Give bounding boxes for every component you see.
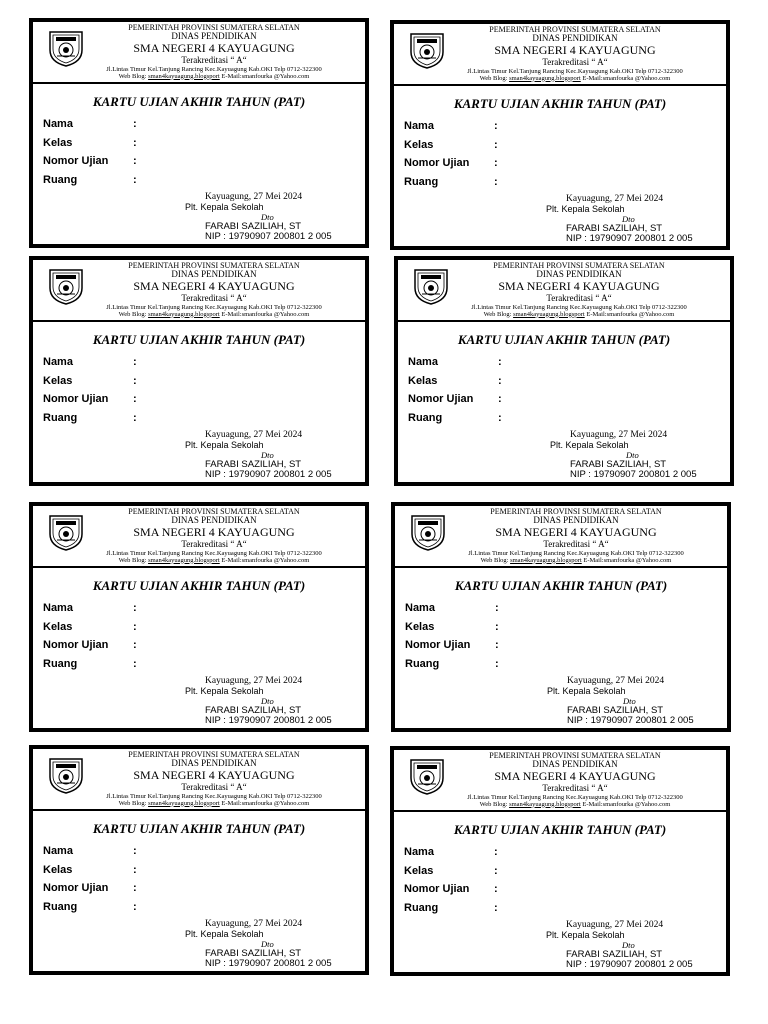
- field-label: Nama: [404, 846, 434, 858]
- signature-position: Plt. Kepala Sekolah: [185, 440, 264, 450]
- card-title: KARTU UJIAN AKHIR TAHUN (PAT): [92, 821, 306, 836]
- field-label: Kelas: [43, 620, 73, 633]
- field-colon: :: [133, 882, 137, 894]
- field-colon: :: [498, 374, 502, 387]
- signature-block: [545, 676, 735, 726]
- blog-label: Web Blog:: [480, 556, 511, 564]
- header-province: PEMERINTAH PROVINSI SUMATERA SELATAN: [489, 751, 661, 760]
- field-colon: :: [494, 864, 498, 877]
- card-header: [394, 24, 726, 86]
- field-label: Nama: [43, 118, 73, 130]
- email-text: E-Mail:smanfourka @Yahoo.com: [219, 72, 310, 80]
- field-colon: :: [133, 639, 137, 651]
- blog-label: Web Blog:: [118, 799, 149, 807]
- field-colon: :: [494, 883, 498, 895]
- field-colon: :: [495, 639, 499, 651]
- field-colon: :: [133, 411, 137, 424]
- signature-nip: NIP : 19790907 200801 2 005: [205, 231, 332, 242]
- signature-nip: NIP : 19790907 200801 2 005: [566, 233, 693, 244]
- header-address: Jl.Lintas Timur Kel.Tanjung Rancing Kec.Kayuagung Kab.OKI Telp 0712-322300: [106, 793, 322, 800]
- field-label: Kelas: [404, 138, 434, 151]
- card-header: [33, 22, 365, 84]
- field-label: Nama: [408, 356, 438, 368]
- blog-link[interactable]: sman4kayuagung.blogsport: [513, 310, 585, 318]
- header-school-name: SMA NEGERI 4 KAYUAGUNG: [498, 279, 660, 293]
- header-school-name: SMA NEGERI 4 KAYUAGUNG: [133, 525, 295, 539]
- exam-card: [29, 745, 369, 975]
- signature-position: Plt. Kepala Sekolah: [550, 440, 629, 450]
- card-header: [395, 506, 727, 568]
- header-accreditation: Terakreditasi “ A“: [181, 293, 247, 303]
- header-school-name: SMA NEGERI 4 KAYUAGUNG: [133, 768, 295, 782]
- field-label: Nomor Ujian: [405, 639, 471, 651]
- field-colon: :: [133, 863, 137, 876]
- field-label: Ruang: [408, 411, 443, 424]
- blog-label: Web Blog:: [479, 800, 510, 808]
- header-department: DINAS PENDIDIKAN: [171, 515, 257, 525]
- card-title: KARTU UJIAN AKHIR TAHUN (PAT): [457, 332, 671, 347]
- header-address: Jl.Lintas Timur Kel.Tanjung Rancing Kec.Kayuagung Kab.OKI Telp 0712-322300: [468, 550, 684, 557]
- header-province: PEMERINTAH PROVINSI SUMATERA SELATAN: [490, 507, 662, 516]
- signature-dto: Dto: [623, 696, 636, 706]
- card-title: KARTU UJIAN AKHIR TAHUN (PAT): [92, 578, 306, 593]
- field-colon: :: [133, 173, 137, 186]
- blog-label: Web Blog:: [118, 310, 149, 318]
- field-label: Nama: [405, 602, 435, 614]
- exam-card: [29, 502, 369, 732]
- card-header: [394, 750, 726, 812]
- field-label: Nomor Ujian: [43, 393, 109, 405]
- card-header: [33, 260, 365, 322]
- header-accreditation: Terakreditasi “ A“: [543, 539, 609, 549]
- signature-dto: Dto: [261, 696, 274, 706]
- field-colon: :: [133, 900, 137, 913]
- signature-place-date: Kayuagung, 27 Mei 2024: [205, 919, 303, 929]
- blog-link[interactable]: sman4kayuagung.blogsport: [148, 72, 220, 80]
- card-title: KARTU UJIAN AKHIR TAHUN (PAT): [454, 578, 668, 593]
- field-colon: :: [495, 620, 499, 633]
- blog-label: Web Blog:: [118, 72, 149, 80]
- exam-card: [391, 502, 731, 732]
- card-title: KARTU UJIAN AKHIR TAHUN (PAT): [92, 94, 306, 109]
- field-colon: :: [494, 901, 498, 914]
- exam-card: [390, 20, 730, 250]
- signature-name: FARABI SAZILIAH, ST: [566, 223, 663, 234]
- field-label: Ruang: [405, 657, 440, 670]
- header-department: DINAS PENDIDIKAN: [171, 269, 257, 279]
- field-label: Nama: [404, 120, 434, 132]
- signature-name: FARABI SAZILIAH, ST: [205, 459, 302, 470]
- field-label: Ruang: [404, 901, 439, 914]
- header-school-name: SMA NEGERI 4 KAYUAGUNG: [133, 41, 295, 55]
- field-colon: :: [494, 120, 498, 132]
- email-text: E-Mail:smanfourka @Yahoo.com: [219, 556, 310, 564]
- signature-nip: NIP : 19790907 200801 2 005: [566, 959, 693, 970]
- signature-nip: NIP : 19790907 200801 2 005: [567, 715, 694, 726]
- blog-link[interactable]: sman4kayuagung.blogsport: [510, 556, 582, 564]
- blog-link[interactable]: sman4kayuagung.blogsport: [509, 74, 581, 82]
- signature-position: Plt. Kepala Sekolah: [185, 202, 264, 212]
- blog-label: Web Blog:: [118, 556, 149, 564]
- signature-block: [183, 430, 373, 480]
- signature-position: Plt. Kepala Sekolah: [546, 930, 625, 940]
- signature-position: Plt. Kepala Sekolah: [546, 204, 625, 214]
- email-text: E-Mail:smanfourka @Yahoo.com: [584, 310, 675, 318]
- header-accreditation: Terakreditasi “ A“: [542, 57, 608, 67]
- field-colon: :: [133, 118, 137, 130]
- signature-name: FARABI SAZILIAH, ST: [570, 459, 667, 470]
- signature-name: FARABI SAZILIAH, ST: [567, 705, 664, 716]
- card-header: [33, 749, 365, 811]
- header-address: Jl.Lintas Timur Kel.Tanjung Rancing Kec.Kayuagung Kab.OKI Telp 0712-322300: [106, 550, 322, 557]
- signature-position: Plt. Kepala Sekolah: [185, 929, 264, 939]
- blog-link[interactable]: sman4kayuagung.blogsport: [509, 800, 581, 808]
- header-contact: [63, 74, 365, 81]
- email-text: E-Mail:smanfourka @Yahoo.com: [581, 556, 672, 564]
- signature-block: [548, 430, 738, 480]
- header-school-name: SMA NEGERI 4 KAYUAGUNG: [495, 525, 657, 539]
- field-label: Kelas: [404, 864, 434, 877]
- field-colon: :: [495, 602, 499, 614]
- field-label: Nomor Ujian: [408, 393, 474, 405]
- field-colon: :: [495, 657, 499, 670]
- header-province: PEMERINTAH PROVINSI SUMATERA SELATAN: [493, 261, 665, 270]
- email-text: E-Mail:smanfourka @Yahoo.com: [219, 799, 310, 807]
- field-colon: :: [133, 374, 137, 387]
- signature-place-date: Kayuagung, 27 Mei 2024: [567, 676, 665, 686]
- header-contact: [424, 802, 726, 809]
- field-label: Nomor Ujian: [43, 882, 109, 894]
- header-department: DINAS PENDIDIKAN: [532, 33, 618, 43]
- signature-nip: NIP : 19790907 200801 2 005: [205, 469, 332, 480]
- signature-nip: NIP : 19790907 200801 2 005: [205, 958, 332, 969]
- blog-link[interactable]: sman4kayuagung.blogsport: [148, 310, 220, 318]
- card-title: KARTU UJIAN AKHIR TAHUN (PAT): [453, 96, 667, 111]
- field-label: Nomor Ujian: [404, 157, 470, 169]
- signature-block: [544, 194, 734, 244]
- header-accreditation: Terakreditasi “ A“: [542, 783, 608, 793]
- header-contact: [63, 801, 365, 808]
- signature-name: FARABI SAZILIAH, ST: [205, 705, 302, 716]
- signature-dto: Dto: [261, 212, 274, 222]
- signature-position: Plt. Kepala Sekolah: [547, 686, 626, 696]
- header-department: DINAS PENDIDIKAN: [171, 31, 257, 41]
- header-address: Jl.Lintas Timur Kel.Tanjung Rancing Kec.Kayuagung Kab.OKI Telp 0712-322300: [471, 304, 687, 311]
- signature-block: [183, 192, 373, 242]
- signature-nip: NIP : 19790907 200801 2 005: [205, 715, 332, 726]
- field-label: Ruang: [43, 411, 78, 424]
- field-colon: :: [494, 175, 498, 188]
- email-text: E-Mail:smanfourka @Yahoo.com: [580, 800, 671, 808]
- field-label: Kelas: [43, 863, 73, 876]
- exam-card: [29, 256, 369, 486]
- card-title: KARTU UJIAN AKHIR TAHUN (PAT): [453, 822, 667, 837]
- field-label: Nama: [43, 602, 73, 614]
- field-colon: :: [133, 356, 137, 368]
- field-label: Kelas: [408, 374, 438, 387]
- field-label: Nomor Ujian: [404, 883, 470, 895]
- header-accreditation: Terakreditasi “ A“: [546, 293, 612, 303]
- signature-place-date: Kayuagung, 27 Mei 2024: [205, 430, 303, 440]
- header-province: PEMERINTAH PROVINSI SUMATERA SELATAN: [128, 261, 300, 270]
- field-label: Ruang: [43, 900, 78, 913]
- signature-dto: Dto: [261, 450, 274, 460]
- header-school-name: SMA NEGERI 4 KAYUAGUNG: [494, 43, 656, 57]
- field-colon: :: [494, 138, 498, 151]
- field-label: Nomor Ujian: [43, 639, 109, 651]
- header-accreditation: Terakreditasi “ A“: [181, 782, 247, 792]
- header-province: PEMERINTAH PROVINSI SUMATERA SELATAN: [128, 750, 300, 759]
- header-department: DINAS PENDIDIKAN: [532, 759, 618, 769]
- signature-block: [544, 920, 734, 970]
- field-colon: :: [133, 136, 137, 149]
- signature-place-date: Kayuagung, 27 Mei 2024: [566, 920, 664, 930]
- field-label: Ruang: [43, 173, 78, 186]
- signature-nip: NIP : 19790907 200801 2 005: [570, 469, 697, 480]
- blog-label: Web Blog:: [483, 310, 514, 318]
- signature-place-date: Kayuagung, 27 Mei 2024: [566, 194, 664, 204]
- blog-link[interactable]: sman4kayuagung.blogsport: [148, 799, 220, 807]
- exam-card: [390, 746, 730, 976]
- field-label: Ruang: [43, 657, 78, 670]
- field-label: Nama: [43, 356, 73, 368]
- exam-card: [29, 18, 369, 248]
- card-header: [33, 506, 365, 568]
- signature-name: FARABI SAZILIAH, ST: [205, 948, 302, 959]
- signature-block: [183, 919, 373, 969]
- header-province: PEMERINTAH PROVINSI SUMATERA SELATAN: [128, 507, 300, 516]
- field-colon: :: [494, 846, 498, 858]
- header-department: DINAS PENDIDIKAN: [536, 269, 622, 279]
- signature-name: FARABI SAZILIAH, ST: [566, 949, 663, 960]
- header-province: PEMERINTAH PROVINSI SUMATERA SELATAN: [128, 23, 300, 32]
- header-address: Jl.Lintas Timur Kel.Tanjung Rancing Kec.Kayuagung Kab.OKI Telp 0712-322300: [467, 794, 683, 801]
- field-colon: :: [133, 620, 137, 633]
- field-label: Ruang: [404, 175, 439, 188]
- field-colon: :: [494, 157, 498, 169]
- header-accreditation: Terakreditasi “ A“: [181, 539, 247, 549]
- field-colon: :: [498, 411, 502, 424]
- card-title: KARTU UJIAN AKHIR TAHUN (PAT): [92, 332, 306, 347]
- header-school-name: SMA NEGERI 4 KAYUAGUNG: [494, 769, 656, 783]
- blog-label: Web Blog:: [479, 74, 510, 82]
- header-department: DINAS PENDIDIKAN: [171, 758, 257, 768]
- header-province: PEMERINTAH PROVINSI SUMATERA SELATAN: [489, 25, 661, 34]
- field-colon: :: [498, 393, 502, 405]
- header-department: DINAS PENDIDIKAN: [533, 515, 619, 525]
- header-accreditation: Terakreditasi “ A“: [181, 55, 247, 65]
- email-text: E-Mail:smanfourka @Yahoo.com: [580, 74, 671, 82]
- field-label: Kelas: [405, 620, 435, 633]
- blog-link[interactable]: sman4kayuagung.blogsport: [148, 556, 220, 564]
- card-header: [398, 260, 730, 322]
- signature-dto: Dto: [261, 939, 274, 949]
- header-school-name: SMA NEGERI 4 KAYUAGUNG: [133, 279, 295, 293]
- signature-dto: Dto: [622, 940, 635, 950]
- signature-place-date: Kayuagung, 27 Mei 2024: [570, 430, 668, 440]
- field-colon: :: [133, 602, 137, 614]
- signature-place-date: Kayuagung, 27 Mei 2024: [205, 192, 303, 202]
- header-address: Jl.Lintas Timur Kel.Tanjung Rancing Kec.Kayuagung Kab.OKI Telp 0712-322300: [106, 304, 322, 311]
- header-contact: [424, 76, 726, 83]
- field-label: Kelas: [43, 374, 73, 387]
- field-label: Nama: [43, 845, 73, 857]
- field-colon: :: [133, 657, 137, 670]
- field-colon: :: [133, 393, 137, 405]
- header-contact: [428, 312, 730, 319]
- exam-card: [394, 256, 734, 486]
- signature-place-date: Kayuagung, 27 Mei 2024: [205, 676, 303, 686]
- field-label: Kelas: [43, 136, 73, 149]
- signature-block: [183, 676, 373, 726]
- signature-dto: Dto: [626, 450, 639, 460]
- signature-dto: Dto: [622, 214, 635, 224]
- field-colon: :: [133, 845, 137, 857]
- signature-name: FARABI SAZILIAH, ST: [205, 221, 302, 232]
- email-text: E-Mail:smanfourka @Yahoo.com: [219, 310, 310, 318]
- header-address: Jl.Lintas Timur Kel.Tanjung Rancing Kec.Kayuagung Kab.OKI Telp 0712-322300: [106, 66, 322, 73]
- header-contact: [425, 558, 727, 565]
- header-contact: [63, 558, 365, 565]
- header-address: Jl.Lintas Timur Kel.Tanjung Rancing Kec.Kayuagung Kab.OKI Telp 0712-322300: [467, 68, 683, 75]
- header-contact: [63, 312, 365, 319]
- field-colon: :: [133, 155, 137, 167]
- signature-position: Plt. Kepala Sekolah: [185, 686, 264, 696]
- field-colon: :: [498, 356, 502, 368]
- field-label: Nomor Ujian: [43, 155, 109, 167]
